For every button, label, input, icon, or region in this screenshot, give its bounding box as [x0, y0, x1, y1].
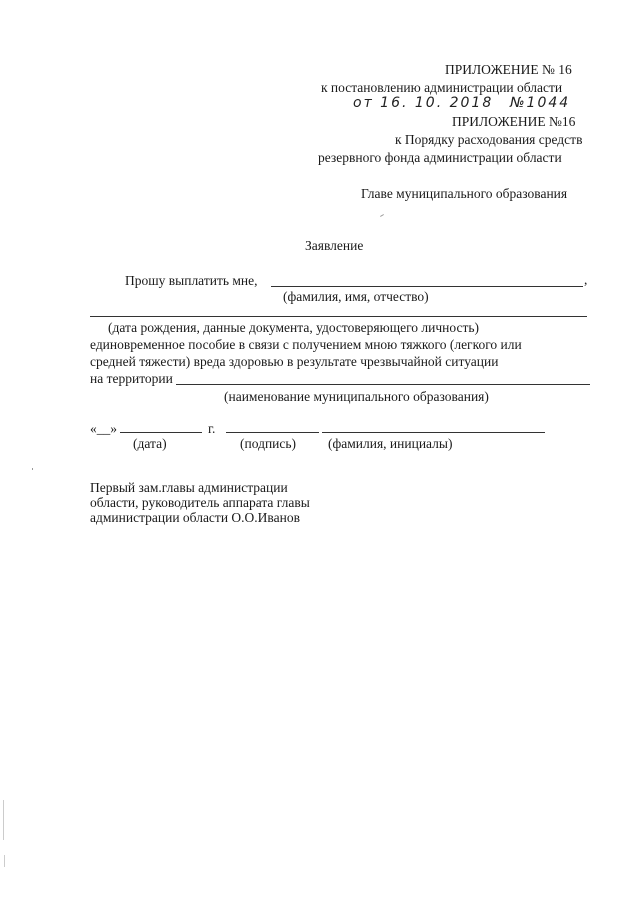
- body-line-2: средней тяжести) вреда здоровью в результате чрезвычайной ситуации: [90, 354, 499, 369]
- municipality-caption: (наименование муниципального образования): [224, 389, 489, 404]
- year-suffix: г.: [208, 421, 216, 436]
- name-caption: (фамилия, инициалы): [328, 436, 453, 451]
- scan-speck: [32, 468, 33, 470]
- handwritten-number: №1044: [510, 95, 571, 111]
- scan-edge-mark: [4, 855, 5, 867]
- signature-caption: (подпись): [240, 436, 297, 451]
- document-blank-line: [90, 316, 587, 317]
- fio-caption: (фамилия, имя, отчество): [283, 289, 429, 304]
- scan-speck: [380, 214, 384, 217]
- annex1-title: ПРИЛОЖЕНИЕ № 16: [445, 62, 572, 77]
- date-caption: (дата): [133, 436, 167, 451]
- scan-edge-mark: [3, 800, 4, 840]
- document-caption: (дата рождения, данные документа, удостоверяющего личность): [108, 320, 480, 335]
- name-blank-line: [322, 432, 545, 433]
- request-comma: ,: [584, 272, 588, 287]
- body-line-1: единовременное пособие в связи с получением мною тяжкого (легкого или: [90, 337, 522, 352]
- addressee: Главе муниципального образования: [361, 186, 568, 201]
- signer-line-1: Первый зам.главы администрации: [90, 480, 288, 495]
- fio-blank-line: [271, 286, 583, 287]
- handwritten-date: от 16. 10. 2018: [353, 95, 494, 111]
- signature-blank-line: [226, 432, 319, 433]
- annex2-title: ПРИЛОЖЕНИЕ №16: [452, 114, 576, 129]
- date-blank-line: [120, 432, 202, 433]
- annex2-line1: к Порядку расходования средств: [395, 132, 583, 147]
- annex2-line2: резервного фонда администрации области: [318, 150, 562, 165]
- signer-line-2: области, руководитель аппарата главы: [90, 495, 310, 510]
- request-text: Прошу выплатить мне,: [125, 273, 258, 288]
- form-title: Заявление: [305, 238, 364, 253]
- territory-label: на территории: [90, 371, 173, 386]
- date-quote: «__»: [90, 421, 117, 436]
- annex1-subtitle: к постановлению администрации области: [321, 80, 563, 95]
- territory-blank-line: [176, 384, 590, 385]
- signer-line-3: администрации области О.О.Иванов: [90, 510, 300, 525]
